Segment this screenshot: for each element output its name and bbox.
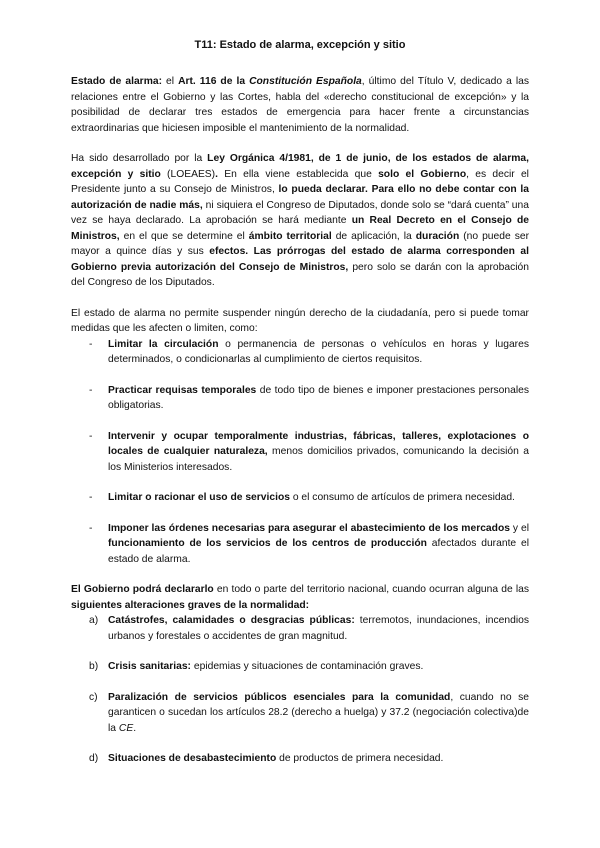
measures-list [71,337,529,568]
term-estado-de-alarma: Estado de alarma: [71,76,163,87]
list-item: - Practicar requisas temporales de todo tipo de bienes e imponer prestaciones personales obligatorias. [89,384,530,411]
list-item: - Limitar la circulación o permanencia de personas o vehículos en horas y lugares determinados, o condicionarlas al cumplimiento de ciertos requisitos. [89,338,529,365]
paragraph-intro: Estado de alarma: el Art. 116 de la Constitución Española, último del Título V, dedicado a las relaciones entre el Gobierno y las Cortes, habla del «derecho constitucional de excepción» y la posibilidad de declarar tres estados de emergencia para hacer frente a circunstancias extraordinarias que hiciesen imposible el mantenimiento de la normalidad. [71,76,529,134]
paragraph-measures-intro: El estado de alarma no permite suspender ningún derecho de la ciudadanía, pero si puede tomar medidas que les afecten o limiten, como: [71,307,529,334]
constitution-title: Constitución Española [249,76,362,87]
alterations-list [71,613,529,767]
page-title: T11: Estado de alarma, excepción y sitio [194,39,406,51]
list-item: c) Paralización de servicios públicos esenciales para la comunidad, cuando no se garanticen o sucedan los artículos 28.2 (derecho a huelga) y 37.2 (negociación colectiva)de la CE. [89,691,529,734]
list-item: - Intervenir y ocupar temporalmente industrias, fábricas, talleres, explotaciones o locales de cualquier naturaleza, menos domicilios privados, comunicando la decisión a los Ministerios interesados. [89,430,529,473]
list-item: - Imponer las órdenes necesarias para asegurar el abastecimiento de los mercados y el funcionamiento de los servicios de los centros de producción afectados durante el estado de alarma. [89,522,530,565]
list-item: - Limitar o racionar el uso de servicios o el consumo de artículos de primera necesidad. [89,492,515,503]
list-item: a) Catástrofes, calamidades o desgracias públicas: terremotos, inundaciones, incendios urbanos y forestales o accidentes de gran magnitud. [89,615,529,642]
list-item: d) Situaciones de desabastecimiento de productos de primera necesidad. [89,753,444,764]
paragraph-loeaes: Ha sido desarrollado por la Ley Orgánica 4/1981, de 1 de junio, de los estados de alarma, excepción y sitio (LOEAES). En ella viene establecida que solo el Gobierno, es decir el Presidente junto a su Consejo de Ministros, lo pueda declarar. Para ello no debe contar con la autorización de nadie más, ni siquiera el Congreso de Diputados, donde solo se “dará cuenta” una vez se haya declarado. La aprobación se hará mediante un Real Decreto en el Consejo de Ministros, en el que se determine el ámbito territorial de aplicación, la duración (no puede ser mayor a quince días y sus efectos. Las prórrogas del estado de alarma corresponden al Gobierno previa autorización del Consejo de Ministros, pero solo se darán con la aprobación del Congreso de los Diputados. [71,153,530,288]
law-title: Ley Orgánica 4/1981, de 1 de junio, de los estados de alarma, excepción y sitio [71,153,530,180]
list-item: b) Crisis sanitarias: epidemias y situaciones de contaminación graves. [89,661,424,672]
paragraph-alterations-intro: El Gobierno podrá declararlo en todo o parte del territorio nacional, cuando ocurran alguna de las siguientes alteraciones graves de la normalidad: [71,584,529,611]
